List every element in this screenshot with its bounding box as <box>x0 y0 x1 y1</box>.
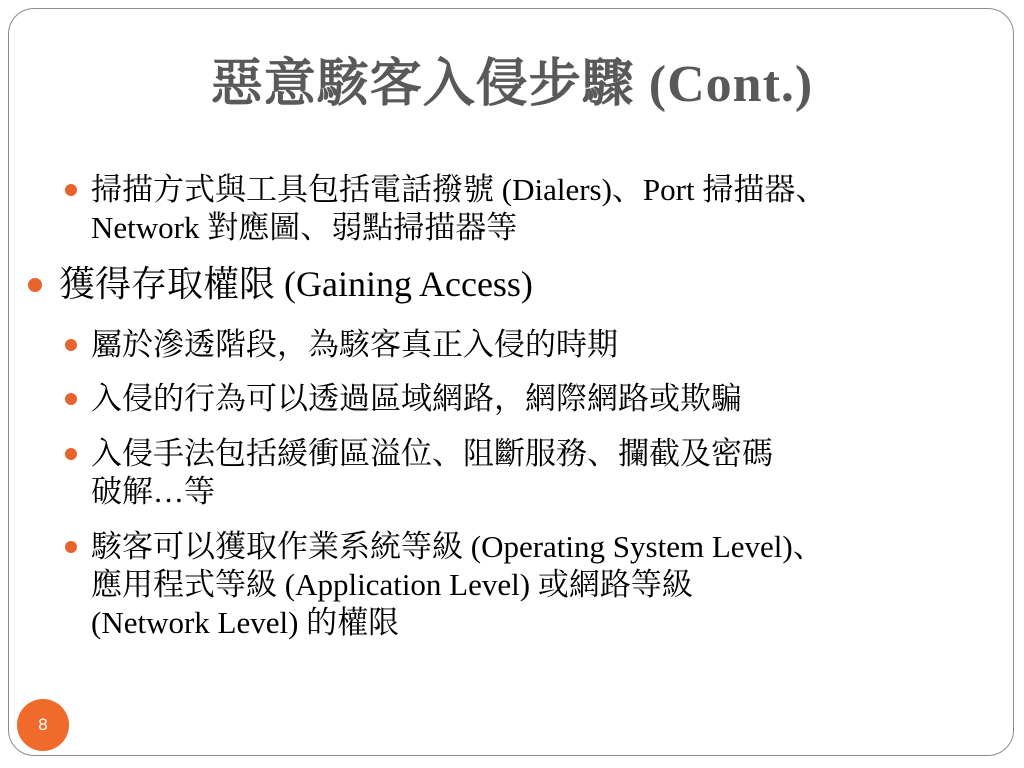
bullet-item <box>91 380 742 418</box>
slide-frame <box>8 8 1014 756</box>
slide-title: 惡意駭客入侵步驟 (Cont.) <box>210 56 814 113</box>
bullet-line: 駭客可以獲取作業系統等級 (Operating System Level)、 <box>91 529 824 564</box>
bullet-item <box>91 326 618 364</box>
bullet-item <box>91 171 826 247</box>
bullet-line: 入侵的行為可以透過區域網路，網際網路或欺騙 <box>91 381 742 416</box>
bullet-item <box>91 435 773 511</box>
bullet-line: 掃描方式與工具包括電話撥號 (Dialers)、Port 掃描器、 <box>91 172 827 207</box>
bullet-dot <box>65 184 77 196</box>
bullet-line: 入侵手法包括緩衝區溢位、阻斷服務、攔截及密碼 <box>91 436 773 471</box>
bullet-dot <box>65 541 77 553</box>
bullet-dot <box>28 278 42 292</box>
page-number-badge: 8 <box>17 699 69 751</box>
slide-content <box>9 9 1014 756</box>
bullet-line: 應用程式等級 (Application Level) 或網路等級 <box>91 567 693 602</box>
bullet-dot <box>65 393 77 405</box>
bullet-item <box>59 263 533 305</box>
bullet-line: 獲得存取權限 (Gaining Access) <box>59 264 533 304</box>
bullet-line: 破解…等 <box>91 474 215 509</box>
bullet-line: (Network Level) 的權限 <box>91 605 400 640</box>
bullet-line: Network 對應圖、弱點掃描器等 <box>91 210 518 245</box>
bullet-line: 屬於滲透階段，為駭客真正入侵的時期 <box>91 327 618 362</box>
bullet-item <box>91 528 824 642</box>
bullet-dot <box>65 339 77 351</box>
bullet-dot <box>65 448 77 460</box>
